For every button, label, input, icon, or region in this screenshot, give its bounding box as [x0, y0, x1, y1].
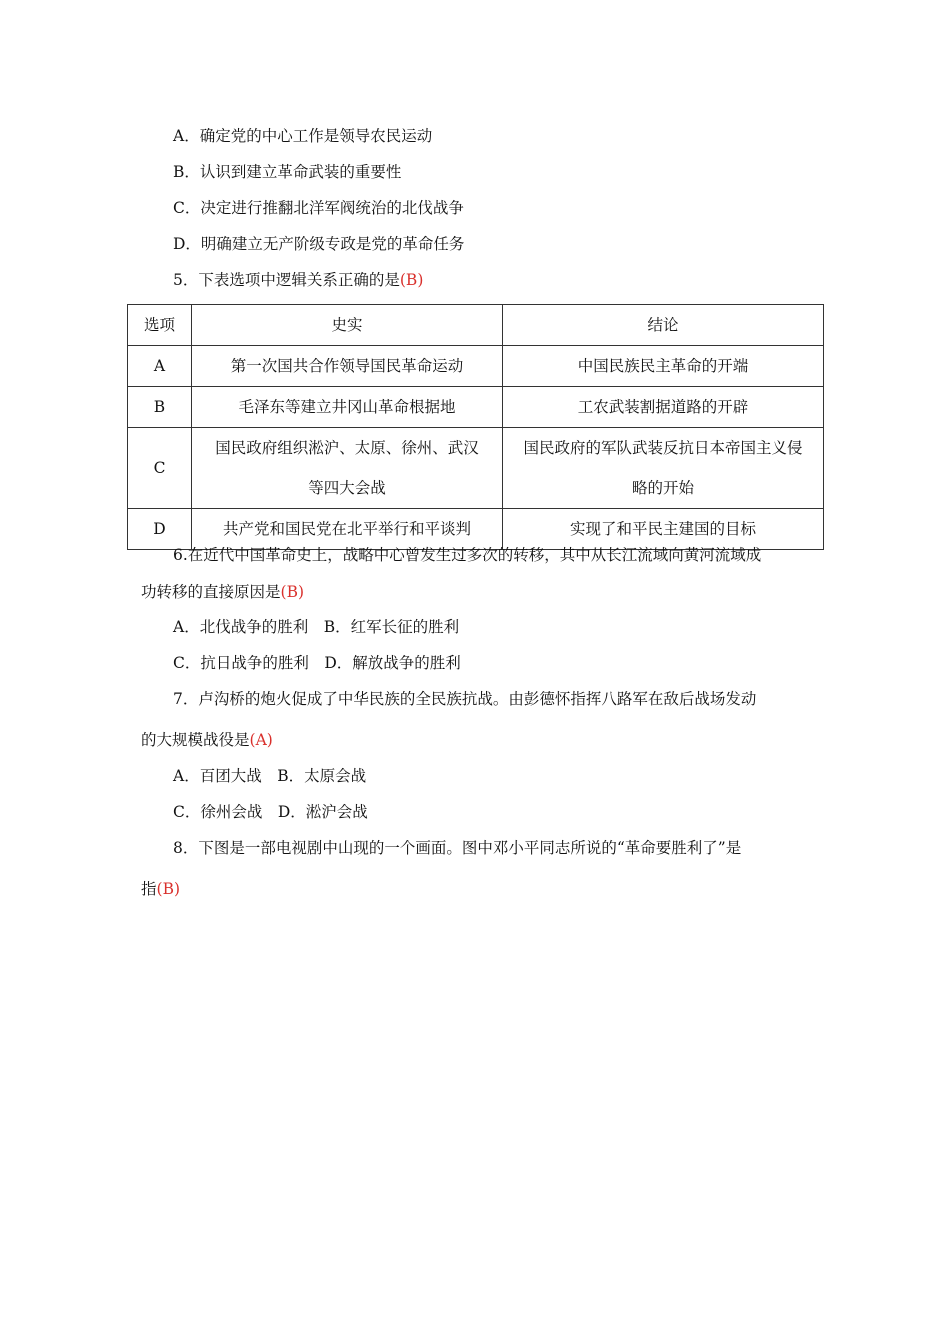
q6-stem-text: 功转移的直接原因是 — [141, 583, 281, 601]
table-row — [128, 387, 824, 428]
table-cell-fact: 第一次国共合作领导国民革命运动 — [192, 346, 503, 387]
q4-option-c: C．决定进行推翻北洋军阀统治的北伐战争 — [173, 199, 464, 217]
table-cell-option: D — [128, 509, 192, 550]
table-cell-option: C — [128, 428, 192, 509]
q7-options-line1: A．百团大战 B．太原会战 — [173, 767, 367, 785]
q5-stem-text: 5．下表选项中逻辑关系正确的是 — [173, 271, 400, 289]
q7-stem-text: 的大规模战役是 — [141, 731, 250, 749]
q6-stem-line2 — [141, 582, 304, 602]
q4-option-a: A．确定党的中心工作是领导农民运动 — [173, 127, 433, 145]
table-cell-fact — [192, 428, 503, 509]
table-cell-option: A — [128, 346, 192, 387]
q5-table — [127, 304, 824, 550]
q6-stem-line1: 6.在近代中国革命史上，战略中心曾发生过多次的转移，其中从长江流域向黄河流域成 — [173, 546, 762, 564]
table-cell-fact-line1: 国民政府组织淞沪、太原、徐州、武汉 — [215, 439, 479, 457]
q6-answer: (B) — [280, 583, 305, 601]
q4-option-d: D．明确建立无产阶级专政是党的革命任务 — [173, 235, 465, 253]
q7-stem-line2 — [141, 730, 273, 750]
q5-answer: (B) — [399, 271, 424, 289]
table-cell-conclusion: 实现了和平民主建国的目标 — [503, 509, 824, 550]
table-cell-conclusion — [503, 428, 824, 509]
table-cell-fact: 共产党和国民党在北平举行和平谈判 — [192, 509, 503, 550]
q8-stem-text: 指 — [141, 880, 157, 898]
q8-stem-line2 — [141, 879, 180, 899]
table-cell-option: B — [128, 387, 192, 428]
q4-option-b: B．认识到建立革命武装的重要性 — [173, 163, 402, 181]
table-cell-conclusion: 中国民族民主革命的开端 — [503, 346, 824, 387]
q5-stem — [173, 270, 423, 290]
table-cell-conclusion: 工农武装割据道路的开辟 — [503, 387, 824, 428]
table-header-fact: 史实 — [192, 305, 503, 346]
q7-answer: (A) — [249, 731, 273, 749]
q6-options-line1: A．北伐战争的胜利 B．红军长征的胜利 — [173, 618, 460, 636]
table-cell-fact-line2: 等四大会战 — [308, 479, 386, 497]
table-header-option: 选项 — [128, 305, 192, 346]
q8-stem-line1: 8．下图是一部电视剧中山现的一个画面。图中邓小平同志所说的“革命要胜利了”是 — [173, 839, 742, 857]
q7-options-line2: C．徐州会战 D．淞沪会战 — [173, 803, 368, 821]
table-row — [128, 509, 824, 550]
table-cell-fact: 毛泽东等建立井冈山革命根据地 — [192, 387, 503, 428]
table-header-row — [128, 305, 824, 346]
q7-stem-line1: 7．卢沟桥的炮火促成了中华民族的全民族抗战。由彭德怀指挥八路军在敌后战场发动 — [173, 690, 757, 708]
table-cell-conclusion-line2: 略的开始 — [631, 479, 694, 497]
q8-answer: (B) — [156, 880, 181, 898]
table-row — [128, 428, 824, 509]
table-row — [128, 346, 824, 387]
table-header-conclusion: 结论 — [503, 305, 824, 346]
q6-options-line2: C．抗日战争的胜利 D．解放战争的胜利 — [173, 654, 461, 672]
table-cell-conclusion-line1: 国民政府的军队武装反抗日本帝国主义侵 — [523, 439, 803, 457]
